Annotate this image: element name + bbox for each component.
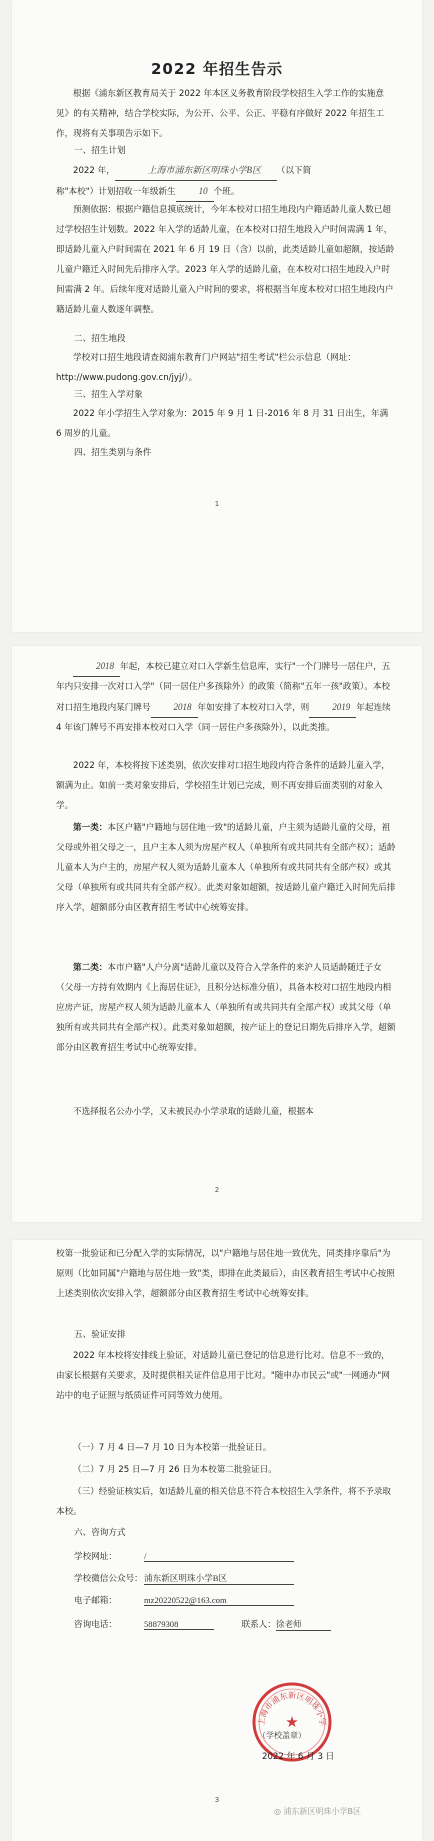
wechat-watermark xyxy=(274,1806,361,1817)
section-heading-plan: 一、招生计划 xyxy=(74,146,126,156)
document-page-2 xyxy=(12,646,422,1222)
year-fill-a: 2018 xyxy=(73,656,120,677)
section-heading-area: 二、招生地段 xyxy=(74,334,126,344)
contact-person-label: 联系人： xyxy=(241,1620,276,1630)
plan-line2-a: 称"本校"）计划招收一年级新生 xyxy=(56,187,176,197)
category-one-label: 第一类： xyxy=(73,823,108,833)
seal-caption: （学校盖章） xyxy=(258,1731,306,1740)
page-number: 3 xyxy=(214,1796,220,1804)
plan-year: 2022 年， xyxy=(73,166,115,176)
section-heading-target: 三、招生入学对象 xyxy=(74,390,143,400)
plan-paragraph xyxy=(56,160,396,202)
seal-text: 上海市浦东新区明珠小学 xyxy=(256,1690,328,1727)
verify-paragraph: 2022 年本校将安排线上验证，对适龄儿童已登记的信息进行比对。信息不一致的，由家长根据有关要求，及时提供相关证件信息用于比对。"随申办市民云"或"一网通办"网站中的电子证照与纸质证件可同等效力使用。 xyxy=(56,1351,390,1401)
section-heading-categories: 四、招生类别与条件 xyxy=(74,448,152,458)
area-paragraph: 学校对口招生地段请查阅浦东教育门户网站"招生考试"栏公示信息（网址：http://www.pudong.gov.cn/jyj/）。 xyxy=(56,353,356,383)
intro-paragraph: 根据《浦东新区教育局关于 2022 年本区义务教育阶段学校招生入学工作的实施意见》的有关精神，结合学校实际，为公开、公平、公正、平稳有序做好 2022 年招生工作，现将有关事项告示如下。 xyxy=(56,89,385,139)
category-one-text: 本区户籍"户籍地与居住地一致"的适龄儿童，户主须为适龄儿童的父母，祖父母或外祖父母之一，且户主本人须为房屋产权人（单独所有或共同共有全部产权）；适龄儿童本人为户主的，房屋产权人须为适龄儿童本人（单独所有或共同共有全部产权）或其父母（单独所有或共同共有全部产权）。此类对象如超额，按适龄儿童户籍迁入时间先后排序入学，超额部分由区教育招生考试中心统筹安排。 xyxy=(56,823,396,913)
info-library-paragraph xyxy=(56,656,396,738)
website-label: 学校网址： xyxy=(74,1552,117,1562)
email-label: 电子邮箱： xyxy=(74,1596,117,1606)
section-heading-verify: 五、验证安排 xyxy=(74,1330,126,1340)
category-one-paragraph xyxy=(56,818,396,918)
watermark-text: 浦东新区明珠小学B区 xyxy=(283,1807,362,1816)
website-value: / xyxy=(144,1551,294,1562)
info-library-text-2: 年如安排了本校对口入学，则 xyxy=(197,703,310,713)
contact-phone-row xyxy=(74,1618,331,1631)
order-paragraph: 2022 年，本校将按下述类别，依次安排对口招生地段内符合条件的适龄儿童入学，额满为止。如前一类对象安排后，学校招生计划已完成，则不再安排后面类别的对象入学。 xyxy=(56,761,390,811)
unassigned-paragraph: 不选择报名公办小学，又未被民办小学录取的适龄儿童，根据本 xyxy=(73,1107,314,1117)
info-library-text-3: 年起连续 4 年该门牌号不再安排本校对口入学（同一居住户多孩除外），以此类推。 xyxy=(56,703,391,733)
class-count-fill: 10 xyxy=(176,181,214,202)
forecast-basis-paragraph: 预测依据：根据户籍信息摸底统计，今年本校对口招生地段内户籍适龄儿童人数已超过学校招生计划数。2022 年入学的适龄儿童，在本校对口招生地段入户时间需满 1 年，即适龄儿童入户时间需在 2021 年 6 月 19 日（含）以前，此类适龄儿童如超额，按适龄儿童户籍迁入时间先后排序入学。2023 年入学的适龄儿童，在本校对口招生地段入户时间需满 2 年。后续年度对适龄儿童入户时间的要求，将根据当年度本校对口招生地段内户籍适龄儿童人数逐年调整。 xyxy=(56,205,395,315)
target-paragraph: 2022 年小学招生入学对象为：2015 年 9 月 1 日-2016 年 8 月 31 日出生，年满 6 周岁的儿童。 xyxy=(56,409,389,439)
contact-website-row xyxy=(74,1550,294,1562)
info-library-text-1: 年起，本校已建立对口入学新生信息库，实行"一个门牌号一居住户，五年内只安排一次对口入学"（同一居住户多孩除外）的政策（简称"五年一孩"政策）。本校对口招生地段内某门牌号 xyxy=(56,662,391,713)
category-two-paragraph xyxy=(56,958,396,1058)
wechat-value: 浦东新区明珠小学B区 xyxy=(144,1572,294,1585)
wechat-icon: ◎ xyxy=(274,1807,281,1816)
document-page-1 xyxy=(12,0,422,632)
verify-date-2: （二）7 月 25 日—7 月 26 日为本校第二批验证日。 xyxy=(73,1465,277,1475)
year-fill-b: 2018 xyxy=(151,697,198,718)
verify-note: （三）经验证核实后，如适龄儿童的相关信息不符合本校招生入学条件，将不予录取本校。 xyxy=(56,1487,391,1517)
email-value: mz20220522@163.com xyxy=(144,1595,294,1606)
phone-label: 咨询电话： xyxy=(74,1620,117,1630)
page-number: 1 xyxy=(214,500,220,508)
page-number: 2 xyxy=(214,1186,220,1194)
plan-suffix: （以下简 xyxy=(276,166,312,176)
continued-paragraph: 校第一批验证和已分配入学的实际情况，以"户籍地与居住地一致优先，同类排序靠后"为原则（比如同属"户籍地与居住地一致"类，即排在此类最后），由区教育招生考试中心按照上述类别依次安排入学，超额部分由区教育招生考试中心统筹安排。 xyxy=(56,1249,395,1299)
verify-date-1: （一）7 月 4 日—7 月 10 日为本校第一批验证日。 xyxy=(73,1443,272,1453)
page-title: 2022 年招生告示 xyxy=(151,60,283,78)
document-date: 2022 年 6 月 3 日 xyxy=(262,1752,335,1762)
contact-email-row xyxy=(74,1594,294,1606)
svg-text:★: ★ xyxy=(285,1713,299,1731)
contact-person-value: 徐老师 xyxy=(276,1618,331,1631)
document-page-3 xyxy=(12,1240,422,1841)
school-name-fill: 上海市浦东新区明珠小学B区 xyxy=(115,160,277,181)
category-two-label: 第二类： xyxy=(73,963,108,973)
contact-wechat-row xyxy=(74,1572,294,1585)
wechat-label: 学校微信公众号： xyxy=(74,1574,143,1584)
plan-line2-b: 个班。 xyxy=(213,187,240,197)
category-two-text: 本市户籍"人户分离"适龄儿童以及符合入学条件的来沪人员适龄随迁子女（父母一方持有效期内《上海居住证》，且积分达标准分值），具备本校对口招生地段内相应房产证，房屋产权人须为适龄儿童本人（单独所有或共同共有全部产权）或其父母（单独所有或共同共有全部产权）。此类对象如超额，按产证上的登记日期先后排序入学，超额部分由区教育招生考试中心统筹安排。 xyxy=(56,963,396,1053)
year-fill-c: 2019 xyxy=(309,697,356,718)
section-heading-contact: 六、咨询方式 xyxy=(74,1528,126,1538)
phone-value: 58879308 xyxy=(144,1619,214,1630)
